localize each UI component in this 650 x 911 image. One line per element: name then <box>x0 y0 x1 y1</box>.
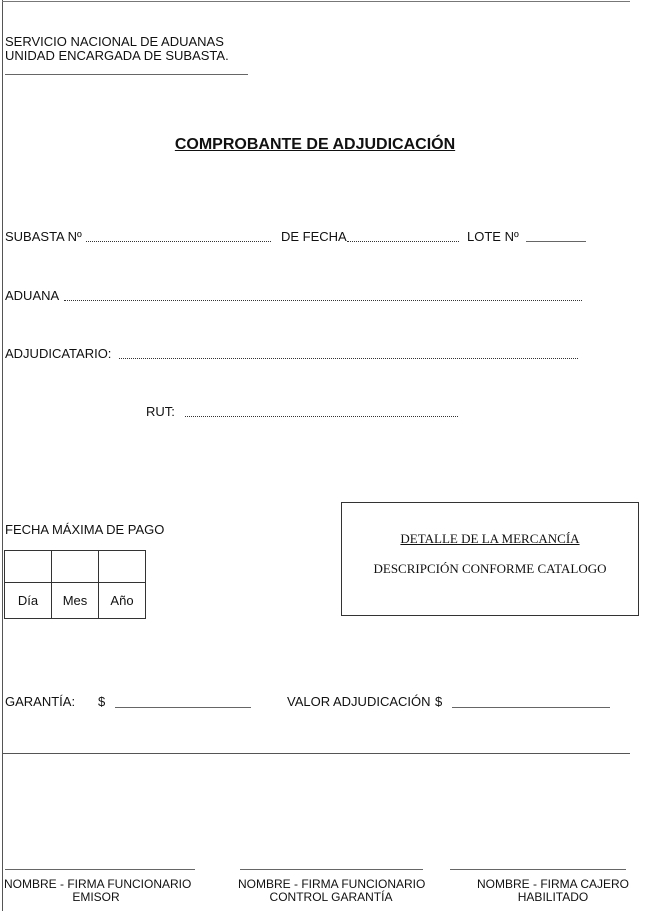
rut-label: RUT: <box>146 404 175 419</box>
signature-emisor-line2: EMISOR <box>72 890 120 904</box>
merchandise-detail-box <box>341 502 639 616</box>
rut-field[interactable] <box>185 416 458 417</box>
subasta-label: SUBASTA Nº <box>5 229 82 244</box>
lote-label: LOTE Nº <box>467 229 519 244</box>
adjudicatario-field[interactable] <box>119 358 578 359</box>
month-input-cell[interactable] <box>52 551 99 583</box>
aduana-label: ADUANA <box>5 288 60 303</box>
valor-adjudicacion-label: VALOR ADJUDICACIÓN <box>287 694 431 709</box>
fecha-label: DE FECHA <box>281 229 347 244</box>
valor-adjudicacion-field[interactable] <box>452 707 610 708</box>
signature-control-line2: CONTROL GARANTÍA <box>269 890 393 904</box>
payment-deadline-label: FECHA MÁXIMA DE PAGO <box>5 522 165 537</box>
signature-line-emisor[interactable] <box>5 869 195 870</box>
garantia-currency: $ <box>98 694 106 709</box>
adjudicatario-label: ADJUDICATARIO: <box>5 346 112 361</box>
month-label: Mes <box>52 583 99 619</box>
lote-field[interactable] <box>526 241 586 242</box>
org-name: SERVICIO NACIONAL DE ADUANAS <box>5 34 224 49</box>
year-label: Año <box>99 583 146 619</box>
fecha-field[interactable] <box>347 241 459 242</box>
merchandise-heading: DETALLE DE LA MERCANCÍA <box>400 531 580 546</box>
section-divider <box>2 753 630 754</box>
page-top-border <box>2 1 630 2</box>
garantia-field[interactable] <box>115 707 251 708</box>
valor-currency: $ <box>435 694 443 709</box>
signature-line-cajero[interactable] <box>450 869 626 870</box>
document-title: COMPROBANTE DE ADJUDICACIÓN <box>174 136 456 153</box>
header-underline <box>5 74 248 75</box>
signature-cajero-line1: NOMBRE - FIRMA CAJERO <box>476 877 629 891</box>
merchandise-description: DESCRIPCIÓN CONFORME CATALOGO <box>373 561 607 576</box>
garantia-label: GARANTÍA: <box>5 694 76 709</box>
subasta-number-field[interactable] <box>86 241 271 242</box>
aduana-field[interactable] <box>64 300 582 301</box>
signature-control-line1: NOMBRE - FIRMA FUNCIONARIO <box>238 877 426 891</box>
org-unit: UNIDAD ENCARGADA DE SUBASTA. <box>5 48 229 63</box>
signature-emisor-line1: NOMBRE - FIRMA FUNCIONARIO <box>4 877 192 891</box>
payment-date-table <box>4 550 146 619</box>
signature-cajero-line2: HABILITADO <box>517 890 589 904</box>
year-input-cell[interactable] <box>99 551 146 583</box>
day-input-cell[interactable] <box>5 551 52 583</box>
signature-line-control[interactable] <box>240 869 423 870</box>
day-label: Día <box>5 583 52 619</box>
